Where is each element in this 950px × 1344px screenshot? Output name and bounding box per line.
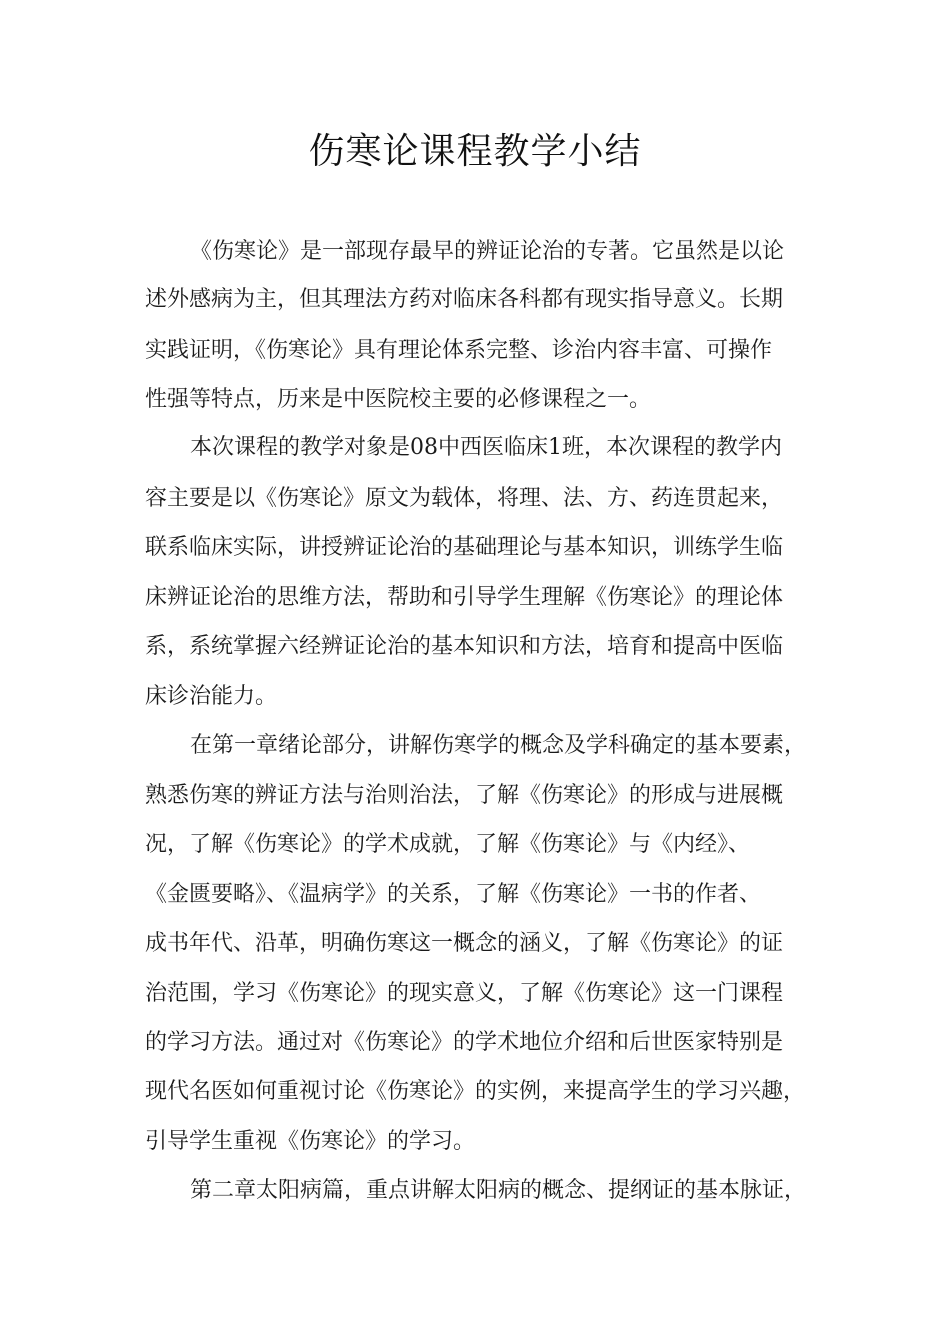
document-title: 伤寒论课程教学小结 — [308, 131, 642, 172]
paragraph-line: 在第一章绪论部分，讲解伤寒学的概念及学科确定的基本要素， — [190, 733, 807, 758]
paragraph-line: 第二章太阳病篇，重点讲解太阳病的概念、提纲证的基本脉证， — [190, 1178, 807, 1203]
paragraph-line: 况，了解《伤寒论》的学术成就，了解《伤寒论》与《内经》、 — [145, 832, 751, 857]
paragraph-line: 熟悉伤寒的辨证方法与治则治法，了解《伤寒论》的形成与进展概 — [145, 783, 784, 808]
paragraph-line: 述外感病为主，但其理法方药对临床各科都有现实指导意义。长期 — [145, 287, 784, 312]
paragraph-line: 《金匮要略》、《温病学》的关系，了解《伤寒论》一书的作者、 — [145, 882, 762, 907]
paragraph-line: 《伤寒论》是一部现存最早的辨证论治的专著。它虽然是以论 — [190, 239, 785, 264]
paragraph-line: 系，系统掌握六经辨证论治的基本知识和方法，培育和提高中医临 — [145, 634, 784, 659]
paragraph-line: 床诊治能力。 — [145, 684, 278, 709]
paragraph-line: 床辨证论治的思维方法，帮助和引导学生理解《伤寒论》的理论体 — [145, 585, 784, 610]
paragraph-line: 容主要是以《伤寒论》原文为载体，将理、法、方、药连贯起来， — [145, 486, 784, 511]
paragraph-line: 的学习方法。通过对《伤寒论》的学术地位介绍和后世医家特别是 — [145, 1030, 784, 1055]
paragraph-line: 成书年代、沿革，明确伤寒这一概念的涵义，了解《伤寒论》的证 — [145, 931, 784, 956]
paragraph-line: 本次课程的教学对象是08中西医临床1班，本次课程的教学内 — [190, 435, 782, 460]
paragraph-line: 联系临床实际，讲授辨证论治的基础理论与基本知识，训练学生临 — [145, 535, 784, 560]
paragraph-line: 性强等特点，历来是中医院校主要的必修课程之一。 — [145, 387, 652, 412]
paragraph-line: 引导学生重视《伤寒论》的学习。 — [145, 1129, 476, 1154]
paragraph-line: 现代名医如何重视讨论《伤寒论》的实例，来提高学生的学习兴趣， — [145, 1079, 806, 1104]
paragraph-line: 实践证明，《伤寒论》具有理论体系完整、诊治内容丰富、可操作 — [145, 338, 773, 363]
paragraph-line: 治范围，学习《伤寒论》的现实意义，了解《伤寒论》这一门课程 — [145, 981, 784, 1006]
